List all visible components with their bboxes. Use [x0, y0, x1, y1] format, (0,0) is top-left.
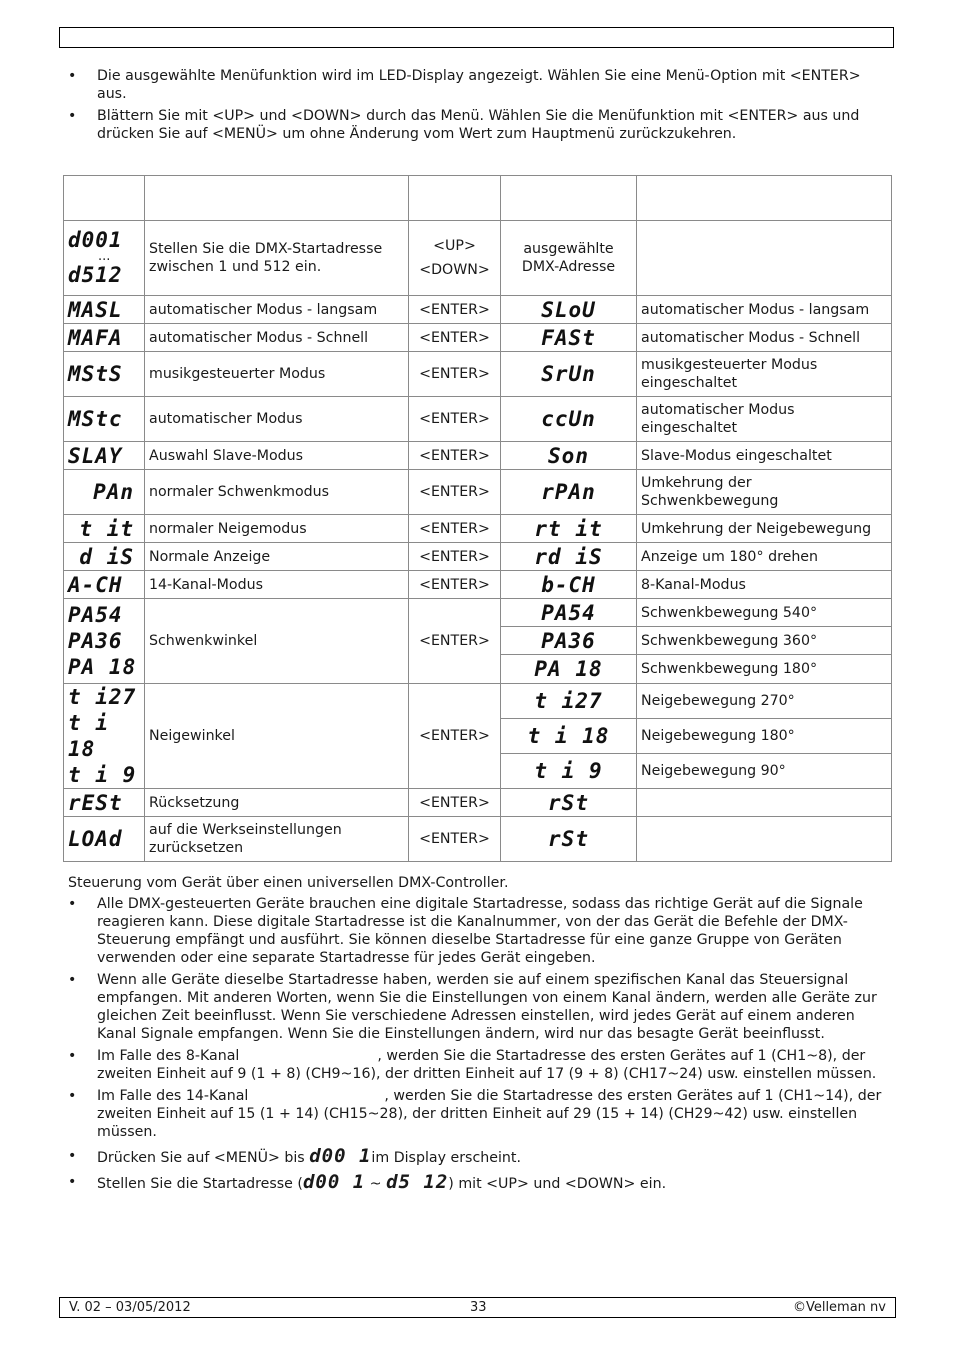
table-row	[64, 352, 892, 397]
table-row	[64, 397, 892, 442]
display-result: t i 9	[534, 759, 603, 783]
display-result: ccUn	[541, 407, 596, 431]
result-description-cell: automatischer Modus - Schnell	[637, 324, 892, 352]
table-row	[64, 470, 892, 515]
tilde: ~	[365, 1176, 387, 1192]
display-result: Son	[548, 443, 589, 468]
key-cell: <ENTER>	[409, 515, 501, 543]
code-cell	[64, 221, 145, 296]
result-description-cell: Umkehrung der Neigebewegung	[637, 515, 892, 543]
display-code: t i 18	[68, 711, 109, 761]
display-code: A-CH	[68, 572, 123, 597]
header-box	[59, 27, 894, 48]
display-code: t i27	[68, 685, 137, 709]
bullet-text: , werden Sie die Startadresse des ersten Gerätes auf 1 (CH1~14), der zweiten Einheit auf 15 (1 + 14) (CH15~28), der dritten Einheit auf 29 (15 + 14) (CH29~42) usw. einstellen müssen.	[97, 1088, 882, 1140]
table-row	[64, 789, 892, 817]
table-row	[64, 515, 892, 543]
table-row	[64, 324, 892, 352]
result-description-cell: automatischer Modus eingeschaltet	[637, 397, 892, 442]
key-cell: <ENTER>	[409, 571, 501, 599]
display-code: MStS	[68, 362, 123, 386]
display-result: rt it	[534, 516, 603, 541]
display-code: t i 9	[68, 763, 137, 787]
display-code: PA 18	[68, 655, 137, 679]
display-code: rESt	[68, 790, 123, 815]
display-result: t i 18	[527, 724, 610, 748]
display-result: b-CH	[541, 572, 596, 597]
key-cell: <ENTER>	[409, 324, 501, 352]
description-cell: Schwenkwinkel	[145, 599, 409, 684]
display-code: MStc	[68, 407, 123, 431]
key-cell: <ENTER>	[409, 543, 501, 571]
result-description-cell: Schwenkbewegung 360°	[637, 627, 892, 655]
key-cell: <ENTER>	[409, 397, 501, 442]
description-cell: Auswahl Slave-Modus	[145, 442, 409, 470]
result-description-cell	[637, 789, 892, 817]
key-cell: <ENTER>	[409, 470, 501, 515]
display-code: PA36	[68, 629, 123, 653]
result-description-cell: Neigebewegung 270°	[637, 684, 892, 719]
result-description-cell: Schwenkbewegung 540°	[637, 599, 892, 627]
result-description-cell: musikgesteuerter Modus eingeschaltet	[637, 352, 892, 397]
display-code: LOAd	[68, 827, 123, 851]
header-cell	[409, 176, 501, 221]
table-row	[64, 543, 892, 571]
display-result: PA36	[541, 628, 596, 653]
header-cell	[501, 176, 637, 221]
description-cell: normaler Neigemodus	[145, 515, 409, 543]
description-cell: normaler Schwenkmodus	[145, 470, 409, 515]
display-result: PA54	[541, 600, 596, 625]
description-cell: Neigewinkel	[145, 684, 409, 789]
display-result: SrUn	[541, 362, 596, 386]
display-code: d001	[68, 228, 123, 252]
result-description-cell: Neigebewegung 90°	[637, 754, 892, 789]
display-code-inline: d5 12	[386, 1171, 449, 1193]
table-header-row	[64, 176, 892, 221]
bullet-text: Im Falle des 14-Kanal	[97, 1088, 249, 1104]
table-row	[64, 296, 892, 324]
display-result: FASt	[541, 325, 596, 350]
footer-page-number: 33	[470, 1300, 487, 1315]
display-code: d iS	[79, 544, 134, 569]
display-code: MAFA	[68, 325, 123, 350]
menu-table	[63, 175, 892, 862]
key-cell: <ENTER>	[409, 442, 501, 470]
display-code-inline: d00 1	[309, 1145, 372, 1167]
header-cell	[637, 176, 892, 221]
result-description-cell: Neigebewegung 180°	[637, 719, 892, 754]
dmx-bullet-14ch	[68, 1087, 888, 1141]
result-description-cell: Slave-Modus eingeschaltet	[637, 442, 892, 470]
dmx-list	[68, 895, 888, 1197]
intro-bullet: • Die ausgewählte Menüfunktion wird im LED-Display angezeigt. Wählen Sie eine Menü-Option mit <ENTER> aus.	[68, 67, 888, 103]
intro-bullet: • Blättern Sie mit <UP> und <DOWN> durch das Menü. Wählen Sie die Menüfunktion mit <ENTER> aus und drücken Sie auf <MENÜ> um ohne Änderung vom Wert zum Hauptmenü zurückzukehren.	[68, 107, 888, 143]
description-cell: automatischer Modus	[145, 397, 409, 442]
table-row-pan-angle	[64, 599, 892, 627]
bullet-text: Drücken Sie auf <MENÜ> bis	[97, 1150, 305, 1166]
key-label: <UP>	[433, 238, 476, 254]
dmx-bullet-menu	[68, 1147, 888, 1167]
bullet-text: , werden Sie die Startadresse des ersten Gerätes auf 1 (CH1~8), der zweiten Einheit auf 9 (1 + 8) (CH9~16), der dritten Einheit auf 17 (9 + 8) (CH17~24) usw. einstellen müssen.	[97, 1048, 877, 1082]
footer-version: V. 02 – 03/05/2012	[69, 1300, 191, 1315]
display-result: rd iS	[534, 544, 603, 569]
table-row	[64, 817, 892, 862]
result-description-cell: 8-Kanal-Modus	[637, 571, 892, 599]
display-code: PAn	[93, 480, 134, 504]
header-cell	[145, 176, 409, 221]
result-description-cell: Umkehrung der Schwenkbewegung	[637, 470, 892, 515]
display-code: MASL	[68, 297, 123, 322]
display-result: rPAn	[541, 480, 596, 504]
dmx-intro: Steuerung vom Gerät über einen universellen DMX-Controller.	[68, 875, 509, 891]
result-description-cell: Schwenkbewegung 180°	[637, 655, 892, 684]
result-cell: ausgewählte DMX-Adresse	[501, 221, 637, 296]
intro-list	[68, 67, 888, 147]
display-result: t i27	[534, 689, 603, 713]
footer-copyright: ©Velleman nv	[792, 1300, 886, 1315]
display-result: rSt	[548, 827, 589, 851]
key-cell: <ENTER>	[409, 817, 501, 862]
table-row	[64, 442, 892, 470]
description-cell: automatischer Modus - Schnell	[145, 324, 409, 352]
description-cell: 14-Kanal-Modus	[145, 571, 409, 599]
code-cell	[64, 599, 145, 684]
result-description-cell	[637, 221, 892, 296]
key-cell	[409, 221, 501, 296]
table-row	[64, 571, 892, 599]
key-cell: <ENTER>	[409, 296, 501, 324]
result-description-cell: Anzeige um 180° drehen	[637, 543, 892, 571]
description-cell: Normale Anzeige	[145, 543, 409, 571]
result-description-cell: automatischer Modus - langsam	[637, 296, 892, 324]
description-cell: automatischer Modus - langsam	[145, 296, 409, 324]
footer	[59, 1297, 896, 1318]
table-row-tilt-angle	[64, 684, 892, 719]
header-cell	[64, 176, 145, 221]
display-code: PA54	[68, 603, 123, 627]
key-cell: <ENTER>	[409, 684, 501, 789]
dmx-bullet: • Alle DMX-gesteuerten Geräte brauchen eine digitale Startadresse, sodass das richtige Gerät auf die Signale reagieren kann. Diese digitale Startadresse ist die Kanalnummer, von der das Gerät die Befehle der DMX-Steuerung empfängt und ausführt. Sie können dieselbe Startadresse für eine ganze Gruppe von Geräten verwenden oder eine separate Startadresse für jedes Gerät eingeben.	[68, 895, 888, 967]
key-cell: <ENTER>	[409, 352, 501, 397]
description-cell: auf die Werkseinstellungen zurücksetzen	[145, 817, 409, 862]
key-label: <DOWN>	[419, 262, 490, 278]
dmx-bullet-8ch	[68, 1047, 888, 1083]
bullet-text: Im Falle des 8-Kanal	[97, 1048, 240, 1064]
display-code-inline: d00 1	[302, 1171, 366, 1193]
display-result: PA 18	[534, 657, 603, 681]
code-cell	[64, 684, 145, 789]
display-result: SLoU	[541, 297, 596, 322]
display-code: d512	[68, 263, 123, 287]
result-description-cell	[637, 817, 892, 862]
key-cell: <ENTER>	[409, 599, 501, 684]
bullet-text: Stellen Sie die Startadresse (	[97, 1176, 303, 1192]
display-result: rSt	[548, 790, 589, 815]
display-code: t it	[79, 516, 134, 541]
description-cell: musikgesteuerter Modus	[145, 352, 409, 397]
dmx-bullet: • Wenn alle Geräte dieselbe Startadresse haben, werden sie auf einem spezifischen Kanal das Steuersignal empfangen. Mit anderen Worten, wenn Sie die Einstellungen von einem Kanal ändern, werden alle Geräte zur gleichen Zeit beeinflusst. Wenn Sie verschiedene Adressen einstellen, wird jedes Gerät auf einem anderen Kanal Signale empfangen. Wenn Sie die Einstellungen ändern, wird nur das besagte Gerät beeinflusst.	[68, 971, 888, 1043]
table-row-dmx	[64, 221, 892, 296]
ellipsis: ...	[98, 249, 111, 264]
dmx-bullet-startaddress	[68, 1173, 888, 1193]
bullet-text: ) mit <UP> und <DOWN> ein.	[448, 1176, 667, 1192]
description-cell: Rücksetzung	[145, 789, 409, 817]
display-code: SLAY	[68, 443, 123, 468]
key-cell: <ENTER>	[409, 789, 501, 817]
description-cell: Stellen Sie die DMX-Startadresse zwischen 1 und 512 ein.	[145, 221, 409, 296]
bullet-text: im Display erscheint.	[371, 1150, 521, 1166]
